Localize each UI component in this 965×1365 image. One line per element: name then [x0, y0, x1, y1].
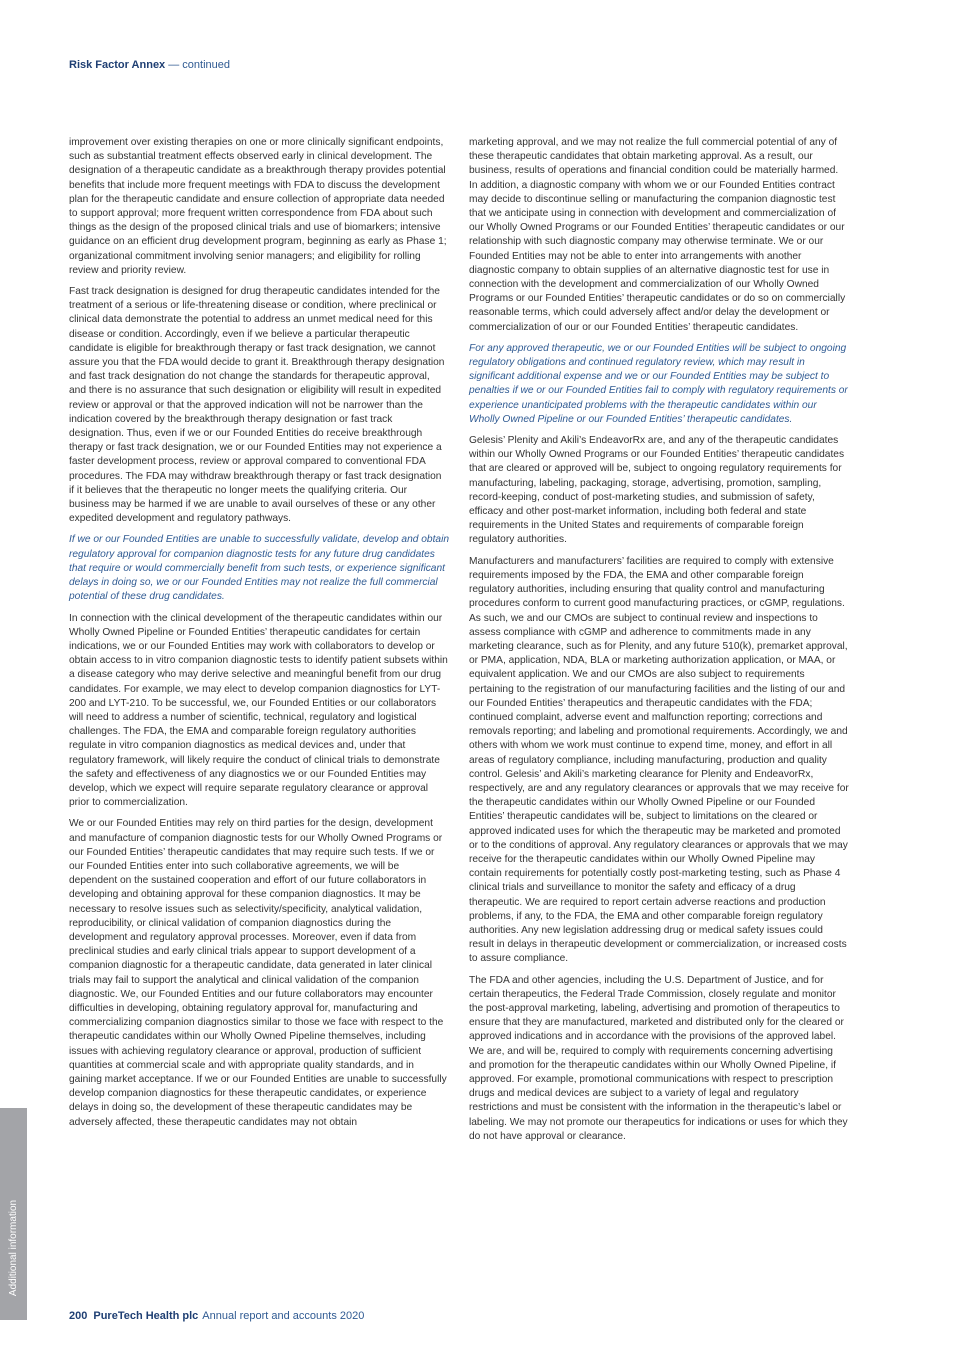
- paragraph: improvement over existing therapies on one or more clinically significant endpoints, such as substantial treatment effects observed early in clinical development. The designation of a therapeutic candidate as a breakthrough therapy provides potential benefits that include more frequent meetings with FDA to discuss the development plan for the therapeutic candidate and ensure collection of appropriate data needed to support approval; more frequent written correspondence from FDA about such things as the design of the proposed clinical trials and use of biomarkers; intensive guidance on an efficient drug development program, beginning as early as Phase 1; organizational commitment involving senior managers; and eligibility for rolling review and priority review.: [69, 137, 447, 276]
- paragraph: Fast track designation is designed for drug therapeutic candidates intended for the treatment of a serious or life-threatening disease or condition, where preclinical or clinical data demonstrate the potential to address an unmet medical need for this disease or condition. Accordingly, even if we believe a particular therapeutic candidate is eligible for breakthrough therapy or fast track designation, we cannot assure you that the FDA would decide to grant it. Breakthrough therapy designation and fast track designation do not change the standards for therapeutic approval, and there is no assurance that such designation or eligibility will result in expedited review or approval or that the approved indication will not be narrower than the indication covered by the breakthrough therapy designation or fast track designation. Thus, even if we or our Founded Entities do receive breakthrough therapy or fast track designation, we or our Founded Entities may not experience a faster development process, review or approval compared to conventional FDA procedures. The FDA may withdraw breakthrough therapy or fast track designation if it believes that the therapeutic no longer meets the qualifying criteria. Our business may be harmed if we are unable to avail ourselves of these or any other expedited development and regulatory pathways.: [69, 286, 445, 525]
- paragraph: Manufacturers and manufacturers’ facilities are required to comply with extensive requirements imposed by the FDA, the EMA and other comparable foreign regulatory authorities, including ensuring that quality control and manufacturing procedures conform to current good manufacturing practices, or cGMP, regulations. As such, we and our CMOs are subject to continual review and inspections to assess compliance with cGMP and adherence to commitments made in any marketing clearance, such as for Plenity, and any future 510(k), premarket approval, or PMA, application, NDA, BLA or marketing authorization application, or MAA, or equivalent application. We and our CMOs are also subject to requirements pertaining to the registration of our manufacturing facilities and the listing of our and our Founded Entities’ therapeutics and therapeutic candidates with the FDA; continued complaint, adverse event and malfunction reporting; corrections and removals reporting; and labeling and promotional requirements. Accordingly, we and others with whom we work must continue to expend time, money, and effort in all areas of regulatory compliance, including manufacturing, production and quality control. Gelesis’ and Akili’s marketing clearance for Plenity and EndeavorRx, respectively, are and any regulatory clearances or approvals that we may receive for the therapeutic candidates within our Wholly Owned Pipeline or our Founded Entities’ therapeutic candidates will be, subject to limitations on the cleared or approved indicated uses for which the therapeutic may be marketed and promoted or to the conditions of approval. Any regulatory clearances or approvals that we may receive for the therapeutic candidates within our Wholly Owned Pipeline may contain requirements for potentially costly post-marketing testing, such as Phase 4 clinical trials and surveillance to monitor the safety and efficacy of a drug therapeutic. We are required to report certain adverse reactions and production problems, if any, to the FDA, the EMA and other comparable foreign regulatory authorities. Any new legislation addressing drug or medical safety issues could result in delays in therapeutic development or commercialization, or increased costs to assure compliance.: [469, 555, 849, 965]
- running-header: [69, 58, 230, 72]
- section-continued: — continued: [165, 59, 231, 71]
- paragraph: In connection with the clinical development of the therapeutic candidates within our Wholly Owned Pipeline or Founded Entities’ therapeutic candidates for certain indications, we or our Founded Entities may work with collaborators to develop or obtain access to in vitro companion diagnostic tests to identify patient subsets within a disease category who may derive selective and meaningful benefit from our drug candidates. For example, we may elect to develop companion diagnostics for LYT-200 and LYT-210. To be successful, we, our Founded Entities or our collaborators will need to address a number of scientific, technical, regulatory and logistical challenges. The FDA, the EMA and comparable foreign regulatory authorities regulate in vitro companion diagnostics as medical devices and, under that regulatory framework, will likely require the conduct of clinical trials to demonstrate the safety and effectiveness of any diagnostics we or our Founded Entities may develop, which we expect will require separate regulatory clearance or approval prior to commercialization.: [69, 612, 448, 809]
- risk-heading: For any approved therapeutic, we or our Founded Entities will be subject to ongoing regulatory obligations and continued regulatory review, which may result in significant additional expense and we or our Founded Entities may be subject to penalties if we or our Founded Entities fail to comply with regulatory requirements or experience unanticipated problems with the therapeutic candidates within our Wholly Owned Pipeline or our Founded Entities’ therapeutic candidates.: [469, 342, 848, 425]
- page-number: 200: [69, 1310, 88, 1322]
- report-title: Annual report and accounts 2020: [202, 1310, 365, 1322]
- paragraph: marketing approval, and we may not realize the full commercial potential of any of these therapeutic candidates that obtain marketing approval. As a result, our business, results of operations and financial condition could be materially harmed. In addition, a diagnostic company with whom we or our Founded Entities contract may decide to discontinue selling or manufacturing the companion diagnostic test that we anticipate using in connection with development and commercialization of our Wholly Owned Programs or our Founded Entities’ therapeutic candidates or our relationship with such diagnostic company may otherwise terminate. We or our Founded Entities may not be able to enter into arrangements with another diagnostic company to obtain supplies of an alternative diagnostic test for use in connection with the development and commercialization of our Wholly Owned Programs or our Founded Entities’ therapeutic candidates or do so on commercially reasonable terms, which could adversely affect and/or delay the development or commercialization of our or our Founded Entities’ therapeutic candidates.: [469, 137, 846, 333]
- paragraph: The FDA and other agencies, including the U.S. Department of Justice, and for certain therapeutics, the Federal Trade Commission, closely regulate and monitor the post-approval marketing, labeling, advertising and promotion of therapeutics to ensure that they are manufactured, marketed and distributed only for the cleared or approved indications and in accordance with the provisions of the approved label. We are, and will be, required to comply with requirements concerning advertising and promotion for the therapeutic candidates within our Wholly Owned Pipeline, if approved. For example, promotional communications with respect to prescription drugs and medical devices are subject to a variety of legal and regulatory restrictions and must be consistent with the information in the therapeutic’s label or labeling. We may not promote our therapeutics for indications or uses for which they do not have approval or clearance.: [469, 974, 848, 1142]
- risk-heading: If we or our Founded Entities are unable to successfully validate, develop and obtain regulatory approval for companion diagnostic tests for any future drug candidates that require or would commercially benefit from such tests, or experience significant delays in doing so, we or our Founded Entities may not realize the full commercial potential of these drug candidates.: [69, 534, 450, 603]
- right-column: [469, 136, 849, 1151]
- section-title: Risk Factor Annex: [69, 59, 166, 71]
- paragraph: We or our Founded Entities may rely on third parties for the design, development and manufacture of companion diagnostic tests for our Wholly Owned Programs or our Founded Entities’ therapeutic candidates that may require such tests. If we or our Founded Entities enter into such collaborative agreements, we will be dependent on the sustained cooperation and effort of our future collaborators in developing and obtaining approval for these companion diagnostics. It may be necessary to resolve issues such as selectivity/specificity, analytical validation, reproducibility, or clinical validation of companion diagnostics during the development and regulatory approval processes. Moreover, even if data from preclinical studies and early clinical trials appear to support development of a companion diagnostic for a therapeutic candidate, data generated in later clinical trials may fail to support the analytical and clinical validation of the companion diagnostic. We, our Founded Entities and our future collaborators may encounter difficulties in developing, obtaining regulatory approval for, manufacturing and commercializing companion diagnostics similar to those we face with respect to the therapeutic candidates within our Wholly Owned Pipeline themselves, including issues with achieving regulatory clearance or approval, production of sufficient quantities at commercial scale and with appropriate quality standards, and in gaining market acceptance. If we or our Founded Entities are unable to successfully develop companion diagnostics for these therapeutic candidates, or experience delays in doing so, the development of these therapeutic candidates may be adversely affected, these therapeutic candidates may not obtain: [69, 818, 447, 1128]
- paragraph: Gelesis’ Plenity and Akili’s EndeavorRx are, and any of the therapeutic candidates within our Wholly Owned Programs or our Founded Entities’ therapeutic candidates that are cleared or approved will be, subject to ongoing regulatory requirements for manufacturing, labeling, packaging, storage, advertising, promotion, sampling, record-keeping, conduct of post-marketing studies, and submission of safety, efficacy and other post-market information, including both federal and state requirements in the United States and requirements of comparable foreign regulatory authorities.: [469, 435, 845, 546]
- left-column: [69, 136, 449, 1137]
- side-tab-label: Additional information: [8, 1199, 19, 1297]
- page-footer: [69, 1309, 364, 1323]
- company-name: PureTech Health plc: [93, 1310, 199, 1322]
